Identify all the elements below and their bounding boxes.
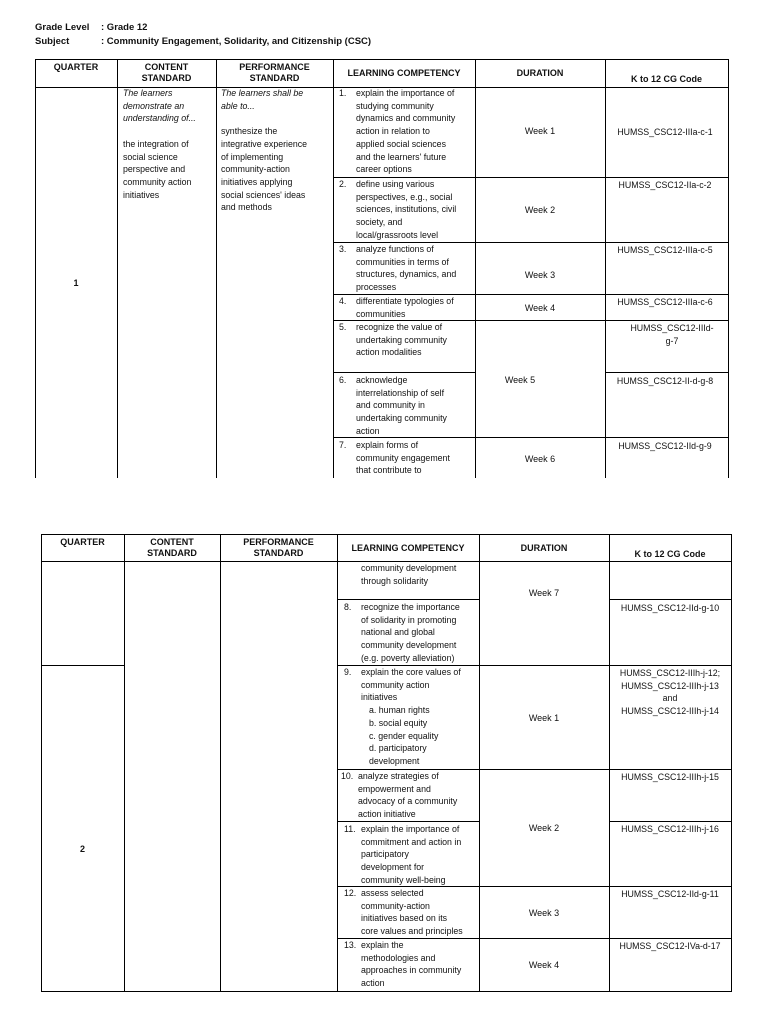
duration-week: Week 3 [528,908,560,918]
header-learning-competency: LEARNING COMPETENCY [351,543,465,553]
header-cg-code: K to 12 CG Code [634,549,706,559]
quarter-number: 2 [79,844,85,854]
header-performance-standard: PERFORMANCE STANDARD [239,62,310,83]
duration-week: Week 1 [524,126,556,136]
cg-code: HUMSS_CSC12-IVa-d-17 [619,941,721,951]
cg-code: HUMSS_CSC12-IIIh-j-12; HUMSS_CSC12-IIIh-j-13 and HUMSS_CSC12-IIIh-j-14 [619,668,721,716]
subject-value: : Community Engagement, Solidarity, and Citizenship (CSC) [101,36,372,47]
subject-line [35,36,371,47]
header-content-standard: CONTENT STANDARD [147,537,197,558]
duration-week: Week 7 [528,588,560,598]
subject-label: Subject [35,36,70,47]
grade-level-line [35,22,147,33]
cg-code: HUMSS_CSC12-IIIa-c-5 [617,245,713,255]
header-performance-standard: PERFORMANCE STANDARD [243,537,314,558]
cg-code: HUMSS_CSC12-II-d-g-8 [616,376,714,386]
cg-code: HUMSS_CSC12-IIIh-j-15 [621,772,719,782]
header-cg-code: K to 12 CG Code [630,74,702,84]
duration-week: Week 5 [504,375,536,385]
cg-code: HUMSS_CSC12-IIIh-j-16 [621,824,719,834]
header-quarter: QUARTER [53,62,99,72]
cg-code: HUMSS_CSC12-IIa-c-2 [618,180,712,190]
content-standard: The learners demonstrate an understanding of... the integration of social science perspective and community action initiatives [123,88,196,200]
cg-code: HUMSS_CSC12-IId-g-10 [620,603,720,613]
cg-code: HUMSS_CSC12-IIIa-c-1 [617,127,713,137]
duration-week: Week 1 [528,713,560,723]
cg-code: HUMSS_CSC12-IIId- g-7 [630,323,714,346]
header-duration: DURATION [516,68,564,78]
duration-week: Week 4 [528,960,560,970]
header-content-standard: CONTENT STANDARD [141,62,192,83]
duration-week: Week 4 [524,303,556,313]
grade-level-value: : Grade 12 [101,22,148,33]
cg-code: HUMSS_CSC12-IIIa-c-6 [617,297,713,307]
cg-code: HUMSS_CSC12-IId-g-9 [618,441,712,451]
header-learning-competency: LEARNING COMPETENCY [347,68,461,78]
cg-code: HUMSS_CSC12-IId-g-11 [621,889,719,899]
duration-week: Week 2 [524,205,556,215]
duration-week: Week 3 [524,270,556,280]
quarter-number: 1 [73,278,79,288]
grade-level-label: Grade Level [35,22,90,33]
header-quarter: QUARTER [60,537,105,547]
duration-week: Week 6 [524,454,556,464]
performance-standard: The learners shall be able to... synthesize the integrative experience of implementing community-action initiatives applying social sciences' ideas and methods [221,88,308,213]
header-duration: DURATION [520,543,568,553]
duration-week: Week 2 [528,823,560,833]
